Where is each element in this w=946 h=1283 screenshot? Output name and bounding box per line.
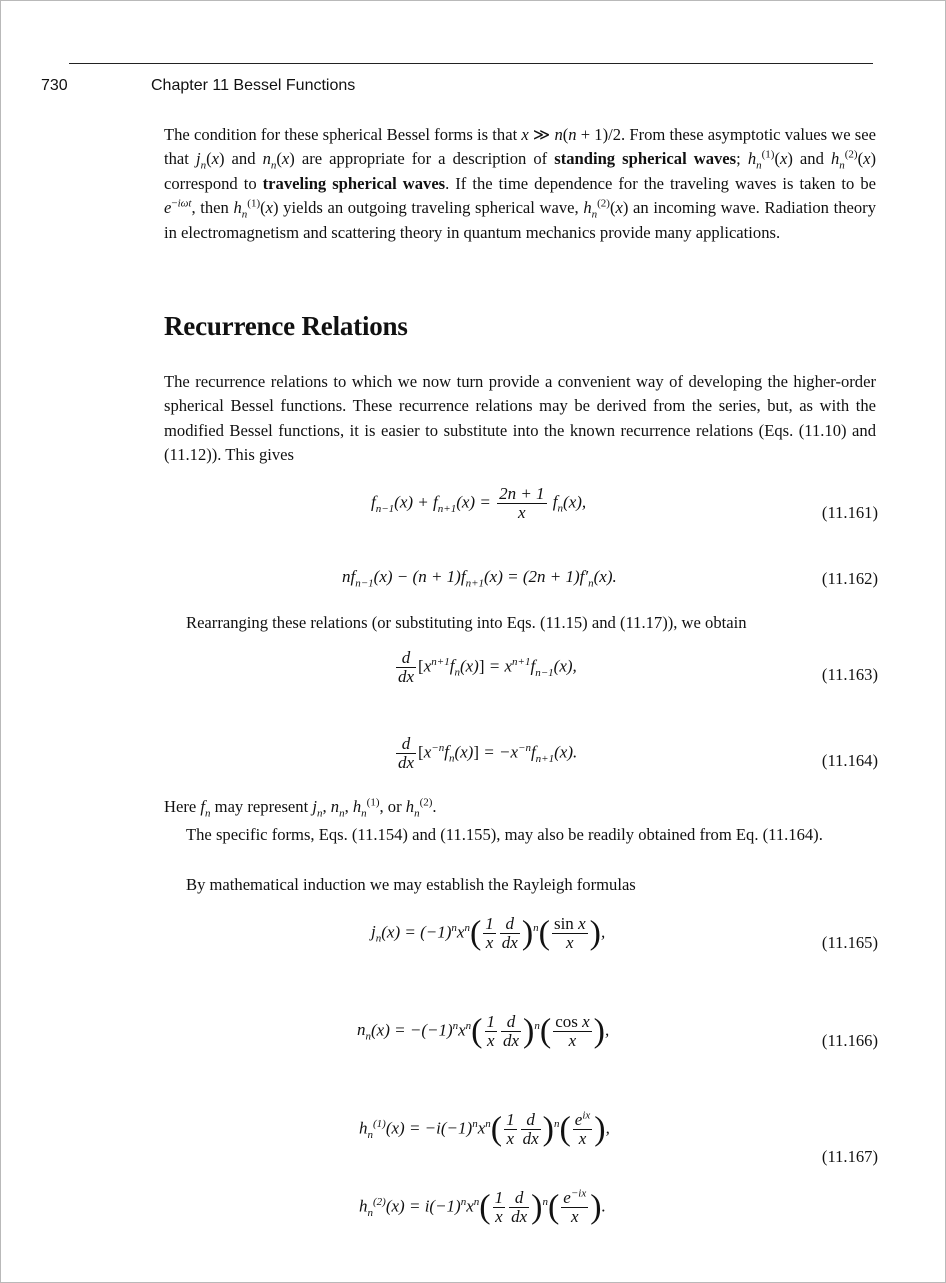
paragraph-recurrence-intro: The recurrence relations to which we now turn provide a convenient way of developing the higher-order spherical Bessel functions. These recurrence relations may be derived from the series, but, as with the modified Bessel functions, it is easier to substitute into the known recurrence relations (Eqs. (11.10) and (11.12)). This gives xyxy=(164,372,876,465)
paragraph-induction: By mathematical induction we may establish the Rayleigh formulas xyxy=(186,875,636,894)
equation-number: (11.165) xyxy=(821,933,878,952)
term-standing-waves: standing spherical waves xyxy=(554,149,737,169)
section-heading: Recurrence Relations xyxy=(164,311,408,341)
chapter-title: Chapter 11 Bessel Functions xyxy=(151,77,356,94)
header-rule xyxy=(69,63,873,64)
paragraph-here: Here $f_n$ may represent $j_n$, $n_n$, $h_n^{(1)}$, or $h_n^{(2)}$. xyxy=(164,796,437,820)
paragraph-asymptotic: The condition for these spherical Bessel forms is that x ≫ n(n + 1)/2. From these asymptotic values we see that $j_n(x)$ and $n_n(x)$ are appropriate for a description of standing spherical waves; $h_n^{(1)}(x)$ and $h_n^{(2)}(x)$ correspond to traveling spherical waves. If the time dependence for the traveling waves is taken to be $e^{-i\omega t}$, then $h_n^{(1)}(x)$ yields an outgoing traveling spherical wave, $h_n^{(2)}(x)$ an incoming wave. Radiation theory in electromagnetism and scattering theory in quantum mechanics provide many applications. xyxy=(164,125,877,242)
page-number: 730 xyxy=(41,77,68,94)
equation-11-167a: $h_n^{(1)}(x) = -i(-1)^nx^n$( $\frac{1}{x}$ $\frac{d}{dx}$ )$^n$( $\frac{e^{ix}}{x}$ ), xyxy=(359,1109,610,1148)
equation-number: (11.166) xyxy=(821,1031,878,1050)
running-head xyxy=(41,77,355,95)
equation-11-167b: $h_n^{(2)}(x) = i(-1)^nx^n$( $\frac{1}{x}$ $\frac{d}{dx}$ )$^n$( $\frac{e^{-ix}}{x}$ ). xyxy=(359,1187,606,1226)
equation-11-161: $f_{n-1}(x) + f_{n+1}(x)$ = $\frac{2n + 1}{x}$ $f_n(x)$, (11.161) xyxy=(371,484,878,522)
equation-number: (11.164) xyxy=(821,751,878,770)
term-traveling-waves: traveling spherical waves xyxy=(262,173,446,193)
equation-number: (11.167) xyxy=(821,1147,878,1166)
equation-number: (11.163) xyxy=(821,665,878,684)
paragraph-rearranging: Rearranging these relations (or substituting into Eqs. (11.15) and (11.17)), we obtain xyxy=(186,613,747,632)
equation-11-166: $n_n(x) = -(-1)^nx^n$( $\frac{1}{x}$ $\frac{d}{dx}$ )$^n$( $\frac{\text{cos x}}{x}$ ), (11.166) xyxy=(357,1012,878,1050)
equation-11-165: $j_n(x) = (-1)^nx^n$( $\frac{1}{x}$ $\frac{d}{dx}$ )$^n$( $\frac{\text{sin x}}{x}$ ), (11.165) xyxy=(371,914,878,952)
equation-11-163: $\frac{d}{dx}$ $[x^{n+1}f_n(x)] = x^{n+1}f_{n-1}(x)$, (11.163) xyxy=(398,648,878,686)
equation-number: (11.161) xyxy=(821,503,878,522)
paragraph-specific-forms: The specific forms, Eqs. (11.154) and (11.155), may also be readily obtained from Eq. (11.164). xyxy=(186,825,823,844)
equation-11-167-number xyxy=(164,1143,876,1173)
equation-11-162: $nf_{n-1}(x) - (n + 1)f_{n+1}(x) = (2n + 1)f'_n(x)$. (11.162) xyxy=(342,567,878,590)
equation-number: (11.162) xyxy=(821,569,878,588)
equation-11-164: $\frac{d}{dx}$ $[x^{-n}f_n(x)] = -x^{-n}f_{n+1}(x)$. (11.164) xyxy=(398,734,878,772)
